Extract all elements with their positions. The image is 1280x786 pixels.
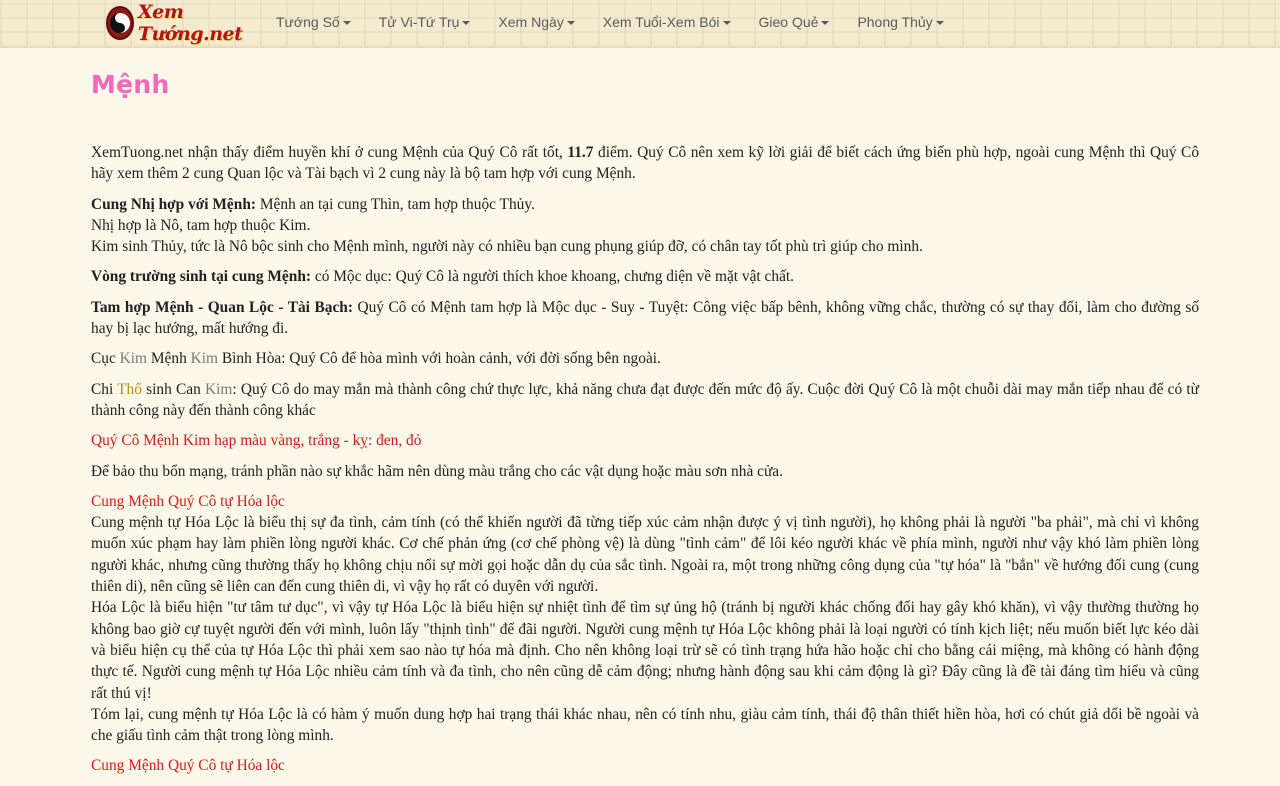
site-logo[interactable]	[106, 1, 262, 45]
tam-hop-label: Tam hợp Mệnh - Quan Lộc - Tài Bạch:	[91, 298, 353, 316]
nhi-hop-paragraph: Cung Nhị hợp với Mệnh: Mệnh an tại cung Thìn, tam hợp thuộc Thủy. Nhị hợp là Nô, tam hợp thuộc Kim. Kim sinh Thủy, tức là Nô bộc sinh cho Mệnh mình, người này có nhiều bạn cung phụng giúp đỡ, có chân tay tốt phù trì giúp cho mình.	[91, 195, 923, 256]
element-kim: Kim	[119, 350, 148, 368]
nav-item-xem-tuoi-xem-boi[interactable]: Xem Tuổi-Xem Bói	[589, 0, 745, 47]
color-paragraph: Để bảo thu bổn mạng, tránh phần nào sự khắc hãm nên dùng màu trắng cho các vật dụng hoặc màu sơn nhà cửa.	[91, 462, 783, 480]
hoa-loc-heading-2: Cung Mệnh Quý Cô tự Hóa lộc	[91, 757, 285, 775]
nav-menu	[262, 0, 958, 47]
main-content	[91, 70, 1199, 786]
caret-down-icon	[343, 21, 351, 25]
page-title: Mệnh	[91, 70, 170, 99]
intro-paragraph: XemTuong.net nhận thấy điểm huyền khí ở cung Mệnh của Quý Cô rất tốt, 11.7 điểm. Quý Cô nên xem kỹ lời giải để biết cách ứng biến phù hợp, ngoài cung Mệnh thì Quý Cô hãy xem thêm 2 cung Quan lộc và Tài bạch vì 2 cung này là bộ tam hợp với cung Mệnh.	[91, 144, 1200, 183]
hoa-loc-text-2: Hóa Lộc là biểu hiện "tư tâm tư dục", vì vậy tự Hóa Lộc là biểu hiện sự nhiệt tình để tìm sự ủng hộ (tránh bị người khác chống đối hay gây khó khăn), vì vậy thường thường họ không bao giờ cự tuyệt người đến với mình, luôn lấy "thịnh tình" để đãi người. Người cung mệnh tự Hóa Lộc không phải là loại người có tính kịch liệt; nếu muốn biết lực kéo dài và biểu hiện cụ thể của tự Hóa Lộc thì phải xem sao nào tự hóa mà định. Cho nên không loại trừ sẽ có tình trạng hứa hão hoặc chỉ cho bằng cái miệng, mà không có hành động thực tế. Người cung mệnh tự Hóa Lộc nhiều cảm tính và đa tình, cho nên cũng dễ cảm động; nhưng hành động sau khi cảm động là gì? Đây cũng là đề tài đáng tìm hiểu và cũng rất thú vị!	[91, 599, 1199, 702]
chi-paragraph: Chi Thổ sinh Can Kim: Quý Cô do may mắn mà thành công chứ thực lực, khả năng chưa đạt được đến mức độ ấy. Cuộc đời Quý Cô là một chuỗi dài may mắn tiếp nhau để có từ thành công này đến thành công khác	[91, 380, 1199, 419]
nhi-hop-label: Cung Nhị hợp với Mệnh:	[91, 195, 257, 213]
caret-down-icon	[723, 21, 731, 25]
yin-yang-icon	[106, 6, 134, 40]
cuc-paragraph: Cục Kim Mệnh Kim Bình Hòa: Quý Cô để hòa mình với hoàn cảnh, với đời sống bên ngoài.	[91, 350, 661, 368]
nav-item-phong-thuy[interactable]: Phong Thủy	[843, 0, 957, 47]
caret-down-icon	[567, 21, 575, 25]
logo-text: Xem Tướng.net	[137, 1, 243, 45]
nav-item-gieo-que[interactable]: Gieo Quẻ	[745, 0, 844, 47]
color-heading: Quý Cô Mệnh Kim hạp màu vàng, trắng - kỵ: đen, đỏ	[91, 432, 422, 450]
element-kim: Kim	[204, 380, 233, 398]
vong-label: Vòng trường sinh tại cung Mệnh:	[91, 268, 312, 286]
score-value: 11.7	[567, 144, 594, 161]
hoa-loc-section	[91, 491, 1199, 747]
hoa-loc-heading: Cung Mệnh Quý Cô tự Hóa lộc	[91, 492, 285, 510]
hoa-loc-text-1: Cung mệnh tự Hóa Lộc là biểu thị sự đa tình, cảm tính (có thể khiến người đã từng tiếp xúc cảm nhận được ý vị tình người), họ không phải là người "ba phải", mà chỉ vì không muốn xúc phạm hay làm phiền lòng người khác. Cơ chế phản ứng (cơ chế phòng vệ) là dùng "tình cảm" để lôi kéo người khác về phía mình, người như vậy khó làm phiền lòng người khác, nhưng cũng thường thấy họ không chịu nổi sự mời gọi hoặc dẫn dụ của sắc tình. Ngoài ra, một trong những công dụng của "tự hóa" là "bắn" về hướng đối cung (cung thiên di), nên cũng sẽ liên can đến cung thiên di, vì vậy họ rất có duyên với người.	[91, 514, 1199, 596]
nav-item-tu-vi-tu-tru[interactable]: Tử Vi-Tứ Trụ	[365, 0, 485, 47]
element-kim: Kim	[190, 350, 218, 368]
caret-down-icon	[462, 21, 470, 25]
nav-item-tuong-so[interactable]: Tướng Số	[262, 0, 365, 47]
caret-down-icon	[821, 21, 829, 25]
tam-hop-paragraph: Tam hợp Mệnh - Quan Lộc - Tài Bạch: Quý Cô có Mệnh tam hợp là Mộc dục - Suy - Tuyệt: Công việc bấp bênh, không vững chắc, thường có sự thay đổi, làm cho đường số hay bị lạc hướng, mất hướng đi.	[91, 298, 1200, 338]
element-tho: Thổ	[117, 380, 142, 398]
nav-item-xem-ngay[interactable]: Xem Ngày	[484, 0, 588, 47]
hoa-loc-text-3: Tóm lại, cung mệnh tự Hóa Lộc là có hàm ý muốn dung hợp hai trạng thái khác nhau, nên có tính nhu, giàu cảm tính, thái độ thân thiết hiền hòa, hơi có chút giả dối bề ngoài và che giấu tình cảm thật trong lòng mình.	[91, 705, 1199, 745]
vong-truong-sinh-paragraph: Vòng trường sinh tại cung Mệnh: có Mộc dục: Quý Cô là người thích khoe khoang, chưng diện về mặt vật chất.	[91, 268, 795, 286]
top-navbar	[0, 0, 1280, 48]
caret-down-icon	[936, 21, 944, 25]
